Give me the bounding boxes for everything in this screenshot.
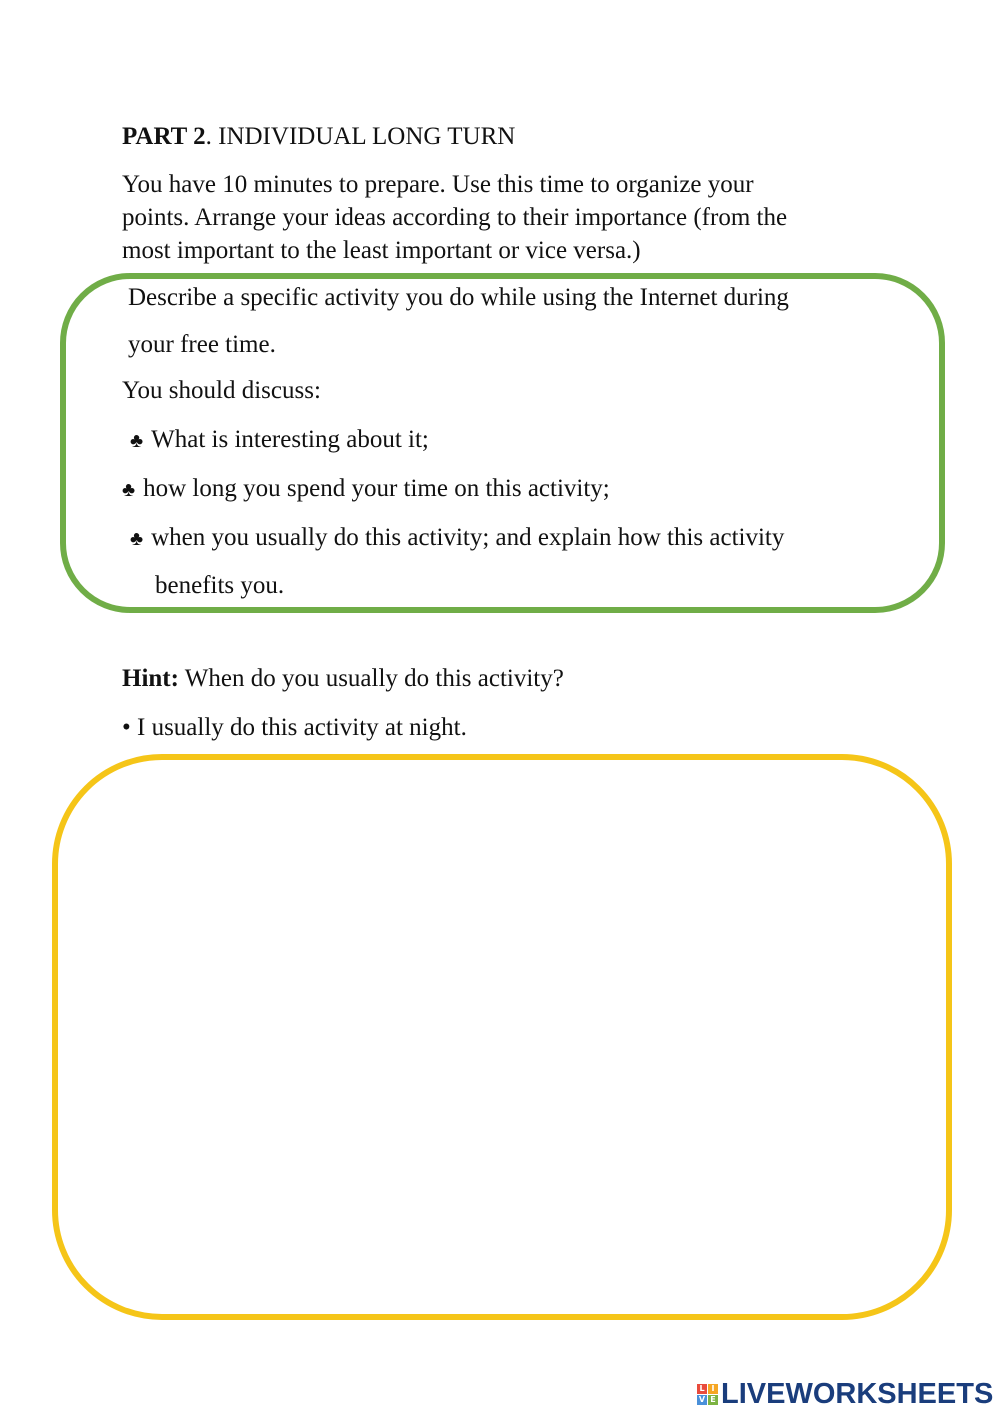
club-icon: ♣ [122,479,136,501]
discussion-point-text: how long you spend your time on this activity; [143,475,610,502]
task-prompt-line1: Describe a specific activity you do while using the Internet during [128,284,789,311]
discussion-point [122,474,610,504]
instruction-line: most important to the least important or vice versa.) [122,237,641,264]
club-icon: ♣ [130,430,144,452]
discussion-point-text: What is interesting about it; [151,426,429,453]
discussion-point-continuation: benefits you. [155,572,285,599]
instructions [122,168,882,267]
instruction-line: points. Arrange your ideas according to their importance (from the [122,204,788,231]
discussion-point [130,425,429,455]
logo-mark-icon: L I V E [697,1384,718,1405]
task-prompt-line2: your free time. [128,331,276,358]
liveworksheets-logo [697,1376,993,1412]
hint-question: When do you usually do this activity? [178,665,564,692]
instruction-line: You have 10 minutes to prepare. Use this time to organize your [122,171,754,198]
discussion-point [130,523,784,553]
club-icon: ♣ [130,528,144,550]
part-label: PART 2 [122,123,206,150]
hint-answer: • I usually do this activity at night. [122,714,467,741]
part-name: . INDIVIDUAL LONG TURN [205,123,516,150]
logo-text: LIVEWORKSHEETS [721,1377,994,1410]
hint [122,664,564,694]
response-area[interactable] [52,754,952,1320]
discussion-point-text: when you usually do this activity; and explain how this activity [151,524,785,551]
hint-label: Hint: [122,665,179,692]
part-title [122,122,515,152]
discuss-label: You should discuss: [122,377,321,404]
